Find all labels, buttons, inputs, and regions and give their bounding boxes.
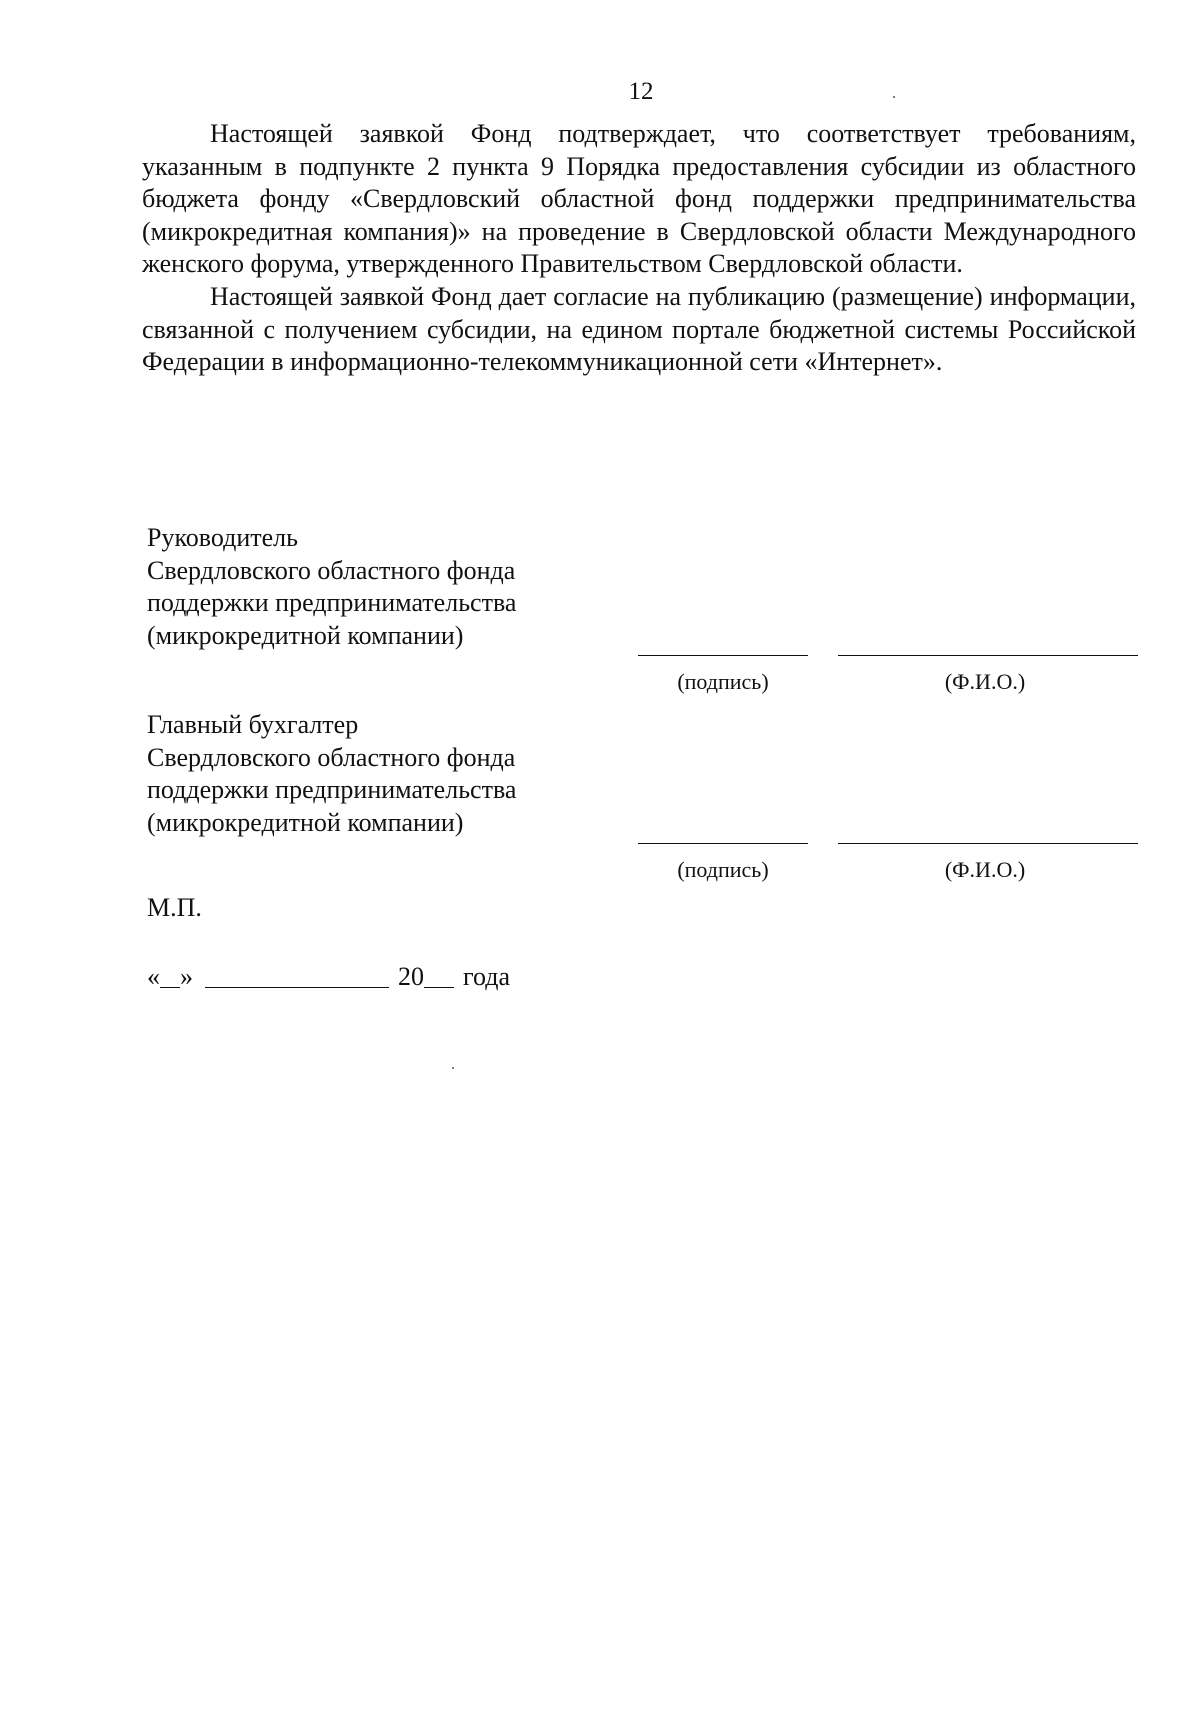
signatory-org-line: поддержки предпринимательства [147, 775, 517, 804]
year-suffix: года [463, 962, 511, 991]
paragraph-requirements: Настоящей заявкой Фонд подтверждает, что соответствует требованиям, указанным в подпункте 2 пункта 9 Порядка предоставления субсидии из областного бюджета фонду «Свердловский областной фонд поддержки предпринимательства (микрокредитная компания)» на проведение в Свердловской области Международного женского форума, утвержденного Правительством Свердловской области. [142, 119, 1136, 279]
page-number: 12 [628, 78, 654, 105]
signatory-accountant [147, 709, 516, 839]
paragraph-consent: Настоящей заявкой Фонд дает согласие на публикацию (размещение) информации, связанной с получением субсидии, на едином портале бюджетной системы Российской Федерации в информационно-телекоммуникационной сети «Интернет». [142, 281, 1136, 377]
signatory-head [147, 522, 516, 652]
month-blank [205, 963, 389, 988]
signature-line [638, 655, 808, 656]
signatory-org-line: (микрокредитной компании) [147, 620, 464, 650]
name-line [838, 843, 1138, 844]
signatory-org-line: Свердловского областного фонда [147, 555, 516, 585]
year-blank [424, 963, 454, 988]
signatory-title: Руководитель [147, 523, 298, 552]
signature-line [638, 843, 808, 844]
signatory-org-line: (микрокредитной компании) [147, 807, 464, 837]
scan-speck [452, 1067, 454, 1069]
day-open-quote: « [147, 962, 160, 991]
name-line [838, 655, 1138, 656]
stamp-place-label: М.П. [147, 893, 202, 922]
name-caption: (Ф.И.О.) [944, 857, 1026, 882]
year-prefix: 20 [398, 962, 424, 991]
signature-caption: (подпись) [677, 669, 769, 694]
name-caption: (Ф.И.О.) [944, 669, 1026, 694]
day-blank [160, 963, 180, 988]
body-text [142, 118, 1136, 379]
signatory-org-line: поддержки предпринимательства [147, 588, 517, 617]
signatory-org-line: Свердловского областного фонда [147, 742, 516, 772]
signature-caption: (подпись) [677, 857, 769, 882]
date-line [147, 962, 510, 992]
signatory-title: Главный бухгалтер [147, 710, 359, 739]
scan-speck [893, 96, 895, 98]
day-close-quote: » [180, 962, 193, 991]
